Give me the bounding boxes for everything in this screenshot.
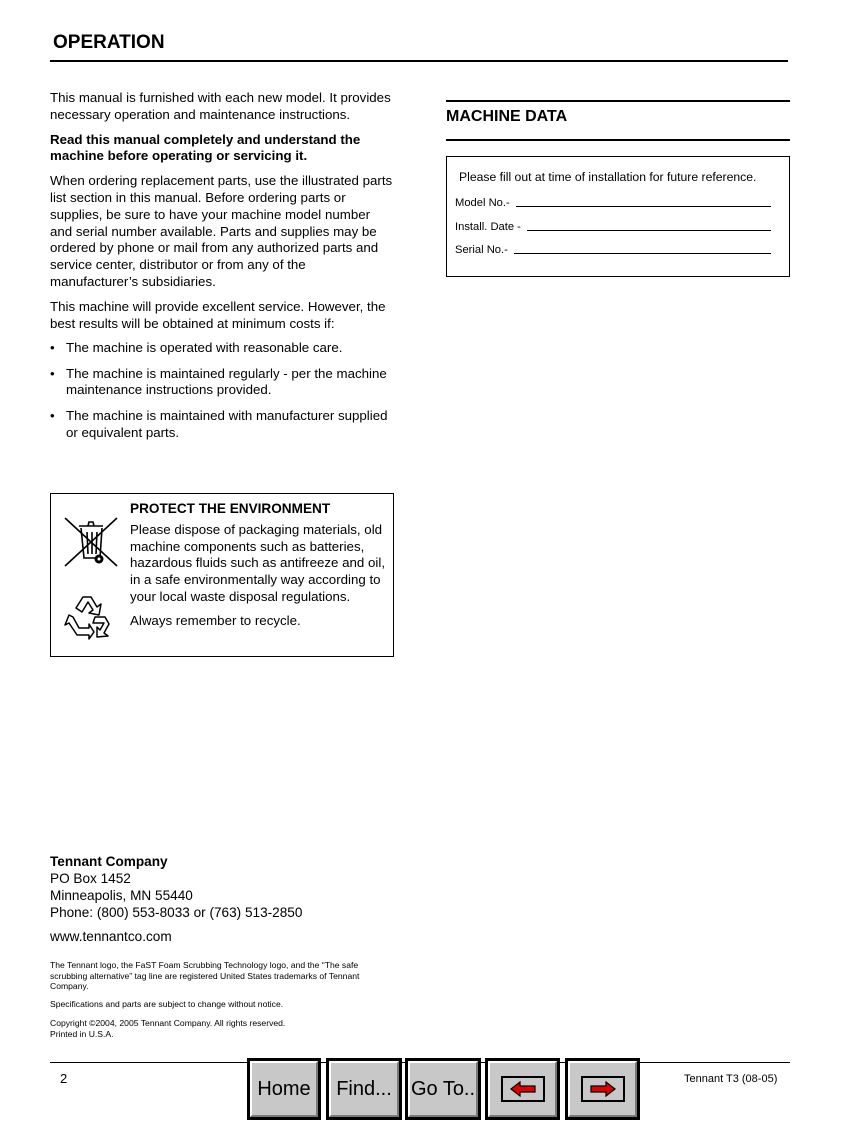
environment-icons [61,514,123,646]
list-item: • The machine is maintained regularly - per the machine maintenance instructions provided. [50,365,387,398]
serial-number-label: Serial No.- [455,244,508,256]
bullet-icon: • [50,407,55,423]
home-button[interactable] [247,1058,321,1120]
company-address-line-2: Minneapolis, MN 55440 [50,888,193,903]
company-address-line-1: PO Box 1452 [50,871,131,886]
machine-data-rule-bottom [446,139,790,141]
machine-data-note: Please fill out at time of installation for future reference. [459,170,757,184]
install-date-label: Install. Date - [455,221,521,233]
bullet-icon: • [50,340,55,356]
company-website: www.tennantco.com [50,929,172,944]
intro-paragraph-service: This machine will provide excellent service. However, the best results will be obtained at minimum costs if: [50,298,386,331]
bullet-icon: • [50,365,55,381]
machine-data-title: MACHINE DATA [446,108,568,125]
left-arrow-icon [510,1081,536,1097]
install-date-field[interactable] [455,221,771,233]
intro-warning: Read this manual completely and understand the machine before operating or servicing it. [50,131,361,164]
right-arrow-icon [590,1081,616,1097]
company-phone: Phone: (800) 553-8033 or (763) 513-2850 [50,905,303,920]
document-id: Tennant T3 (08-05) [684,1073,778,1085]
conditions-list [50,340,395,441]
title-rule [50,60,788,62]
printed-notice: Printed in U.S.A. [50,1029,114,1039]
environment-heading: PROTECT THE ENVIRONMENT [130,501,331,516]
page-title: OPERATION [53,32,165,53]
model-number-line[interactable] [516,206,771,207]
page-number: 2 [60,1071,68,1086]
machine-data-rule-top [446,100,790,102]
goto-button[interactable] [405,1058,481,1120]
serial-number-line[interactable] [514,253,771,254]
company-address [50,853,302,921]
crossed-out-wheelie-bin-icon [61,514,121,570]
list-item: • The machine is maintained with manufacturer supplied or equivalent parts. [50,407,388,440]
goto-button-label[interactable]: Go To.. [408,1061,478,1117]
environment-closing: Always remember to recycle. [130,612,301,628]
model-number-field[interactable] [455,197,771,209]
home-button-label[interactable]: Home [250,1061,318,1117]
copyright-notice: Copyright ©2004, 2005 Tennant Company. All rights reserved. [50,1018,286,1028]
intro-paragraph-ordering: When ordering replacement parts, use the illustrated parts list section in this manual. Before ordering parts or supplies, be sure to have your machine model number and serial number available. Parts and supplies may be ordered by phone or mail from any authorized parts and service center, distributor or from any of the manufacturer’s subsidiaries. [50,173,393,289]
install-date-line[interactable] [527,230,771,231]
environment-notice [50,493,394,657]
list-item: • The machine is operated with reasonable care. [50,340,343,356]
trademark-notice: The Tennant logo, the FaST Foam Scrubbing Technology logo, and the “The safe scrubbing alternative” tag line are registered United States trademarks of Tennant Company. [50,960,360,992]
machine-data-form [446,156,790,277]
serial-number-field[interactable] [455,244,771,256]
previous-page-button[interactable] [485,1058,560,1120]
environment-body: Please dispose of packaging materials, old machine components such as batteries, hazardous fluids such as antifreeze and oil, in a safe environmentally way according to your local waste disposal regulations. [130,521,386,604]
next-page-button[interactable] [565,1058,640,1120]
specifications-notice: Specifications and parts are subject to change without notice. [50,999,284,1009]
intro-column [50,90,395,450]
environment-text [130,501,388,637]
intro-paragraph-1: This manual is furnished with each new model. It provides necessary operation and maintenance instructions. [50,90,391,122]
find-button[interactable] [326,1058,402,1120]
company-name: Tennant Company [50,854,168,869]
find-button-label[interactable]: Find... [329,1061,399,1117]
recycle-icon [61,591,117,641]
model-number-label: Model No.- [455,197,510,209]
